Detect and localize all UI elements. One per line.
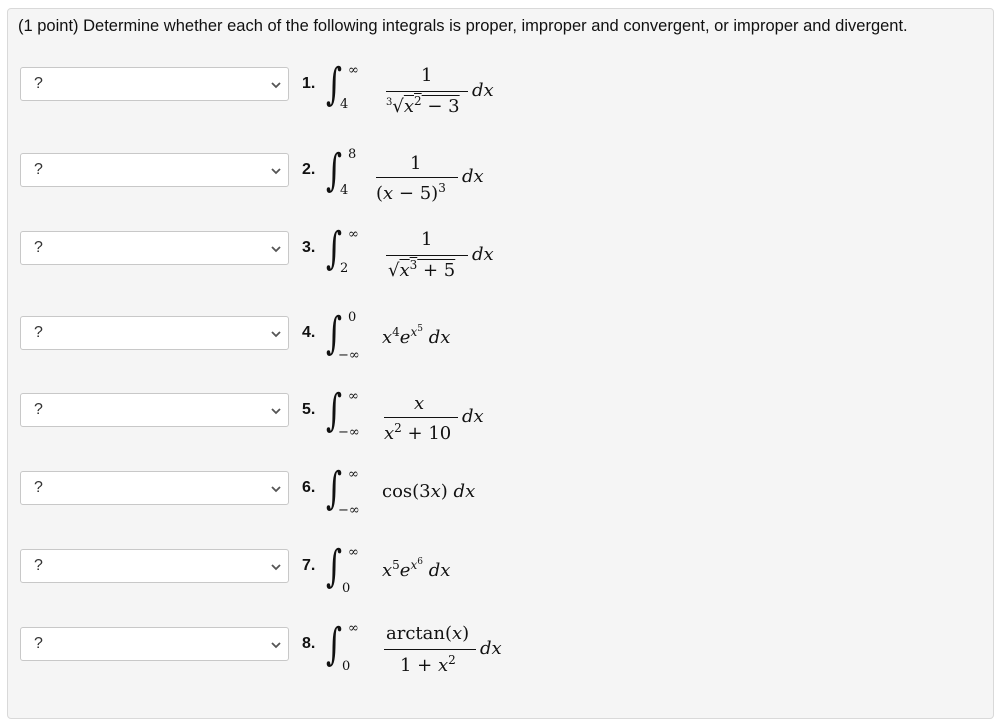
- select-value: ?: [34, 324, 43, 341]
- upper-limit: 8: [348, 147, 357, 162]
- integral-sign: ∫: [326, 59, 343, 110]
- upper-limit: 0: [348, 310, 357, 325]
- fraction-bar: [384, 417, 458, 418]
- lower-limit: 2: [340, 261, 349, 276]
- integral-sign: ∫: [326, 385, 343, 436]
- differential: dx: [472, 244, 494, 265]
- upper-limit: ∞: [348, 467, 359, 482]
- integral-row-8: [8, 621, 993, 681]
- problem-panel: [7, 8, 994, 719]
- differential: dx: [462, 166, 484, 187]
- integral-sign: ∫: [326, 223, 343, 274]
- denominator: $1 + x^2$: [400, 653, 456, 676]
- integral-row-4: [8, 310, 993, 370]
- fraction-bar: [386, 91, 468, 92]
- select-value: ?: [34, 401, 43, 418]
- lower-limit: −∞: [338, 425, 360, 440]
- denominator: $x^2 + 10$: [384, 421, 452, 444]
- select-value: ?: [34, 161, 43, 178]
- numerator: 1: [421, 229, 433, 250]
- lower-limit: 4: [340, 97, 349, 112]
- item-number: 6.: [302, 479, 316, 496]
- chevron-down-icon: [270, 79, 282, 91]
- item-number: 2.: [302, 161, 316, 178]
- fraction-bar: [386, 255, 468, 256]
- integral-row-2: [8, 147, 993, 207]
- integral-row-6: [8, 465, 993, 525]
- integral-row-3: [8, 225, 993, 285]
- integral-sign: ∫: [326, 308, 343, 359]
- numerator: x: [414, 393, 425, 414]
- chevron-down-icon: [270, 405, 282, 417]
- differential: dx: [462, 406, 484, 427]
- item-number: 5.: [302, 401, 316, 418]
- problem-prompt: (1 point) Determine whether each of the following integrals is proper, improper and convergent, or improper and divergent.: [18, 17, 908, 35]
- upper-limit: ∞: [348, 63, 359, 78]
- integrand: $x^4e^{x^5}$ dx: [382, 324, 451, 348]
- integrand: cos(3x) dx: [382, 481, 476, 502]
- answer-select-4[interactable]: [20, 316, 289, 350]
- numerator: 1: [421, 65, 433, 86]
- upper-limit: ∞: [348, 621, 359, 636]
- lower-limit: 0: [342, 659, 351, 674]
- denominator: $(x - 5)^3$: [376, 181, 446, 204]
- upper-limit: ∞: [348, 389, 359, 404]
- integrand: $x^5e^{x^6}$ dx: [382, 557, 451, 581]
- fraction-bar: [384, 649, 476, 650]
- answer-select-6[interactable]: [20, 471, 289, 505]
- chevron-down-icon: [270, 639, 282, 651]
- differential: dx: [472, 80, 494, 101]
- integral-sign: ∫: [326, 619, 343, 670]
- upper-limit: ∞: [348, 545, 359, 560]
- integral-sign: ∫: [326, 145, 343, 196]
- denominator: $^3√x^2 - 3$: [386, 94, 460, 117]
- integral-row-7: [8, 543, 993, 603]
- answer-select-8[interactable]: [20, 627, 289, 661]
- item-number: 7.: [302, 557, 316, 574]
- integral-row-1: [8, 61, 993, 121]
- denominator: $√x^3 + 5$: [388, 258, 456, 281]
- chevron-down-icon: [270, 483, 282, 495]
- differential: dx: [480, 638, 502, 659]
- answer-select-1[interactable]: [20, 67, 289, 101]
- item-number: 4.: [302, 324, 316, 341]
- chevron-down-icon: [270, 243, 282, 255]
- select-value: ?: [34, 557, 43, 574]
- item-number: 3.: [302, 239, 316, 256]
- integral-sign: ∫: [326, 463, 343, 514]
- chevron-down-icon: [270, 328, 282, 340]
- lower-limit: −∞: [338, 348, 360, 363]
- numerator: arctan(x): [386, 623, 470, 644]
- item-number: 8.: [302, 635, 316, 652]
- upper-limit: ∞: [348, 227, 359, 242]
- answer-select-5[interactable]: [20, 393, 289, 427]
- lower-limit: −∞: [338, 503, 360, 518]
- lower-limit: 0: [342, 581, 351, 596]
- chevron-down-icon: [270, 561, 282, 573]
- integral-sign: ∫: [326, 541, 343, 592]
- numerator: 1: [410, 153, 422, 174]
- select-value: ?: [34, 75, 43, 92]
- answer-select-7[interactable]: [20, 549, 289, 583]
- select-value: ?: [34, 479, 43, 496]
- answer-select-3[interactable]: [20, 231, 289, 265]
- item-number: 1.: [302, 75, 316, 92]
- chevron-down-icon: [270, 165, 282, 177]
- select-value: ?: [34, 239, 43, 256]
- answer-select-2[interactable]: [20, 153, 289, 187]
- fraction-bar: [376, 177, 458, 178]
- select-value: ?: [34, 635, 43, 652]
- integral-row-5: [8, 387, 993, 447]
- lower-limit: 4: [340, 183, 349, 198]
